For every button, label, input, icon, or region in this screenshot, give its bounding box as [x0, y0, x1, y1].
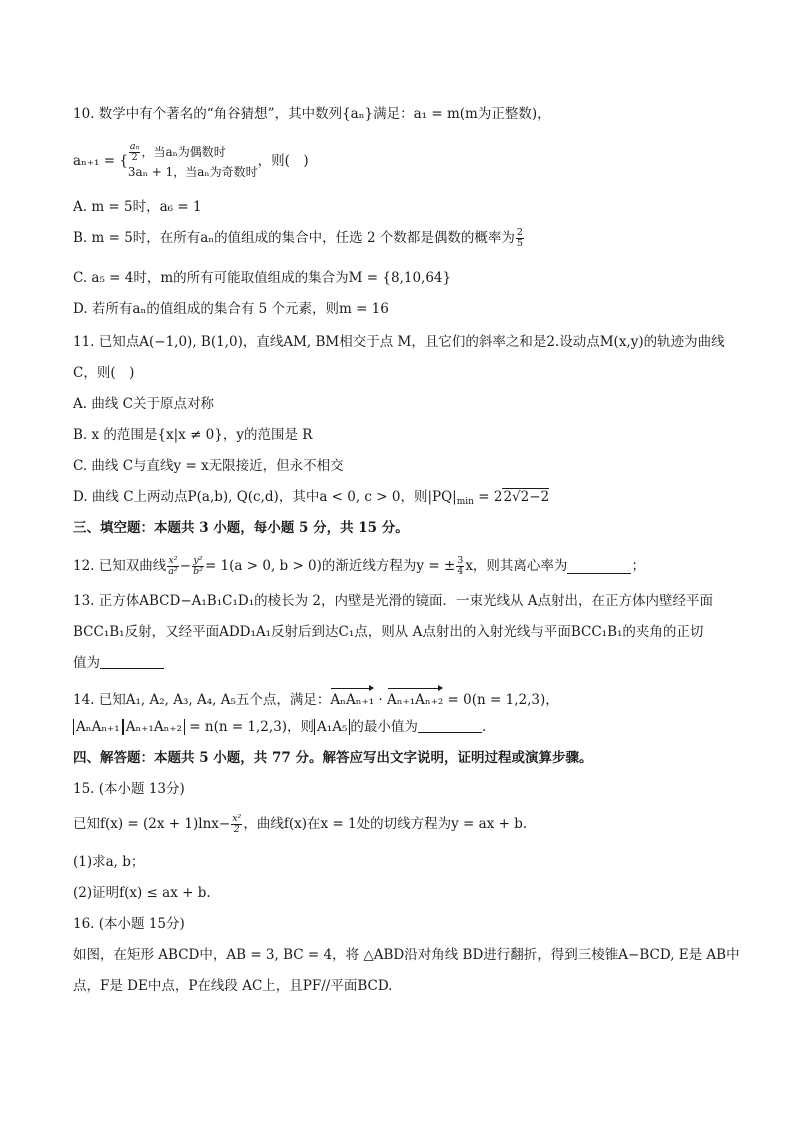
q10-stem: 10. 数学中有个著名的“角谷猜想”，其中数列{aₙ}满足：a₁ = m(m为正整数)，	[73, 106, 551, 122]
q10-cases	[128, 142, 258, 181]
q11-option-b: B. x 的范围是{x|x ≠ 0}，y的范围是 R	[73, 427, 313, 443]
q11-sqrt: 2√2−2	[503, 489, 550, 505]
q14-answer-blank[interactable]	[418, 718, 482, 733]
q14-vector-2: Aₙ₊₁Aₙ₊₂	[387, 686, 443, 710]
q11-option-d: D. 曲线 C上两动点P(a,b), Q(c,d)，其中a < 0, c > 0，则$|PQ|_{min} = 22√2-2$	[73, 489, 550, 507]
q13-line2: BCC₁B₁反射，又经平面ADD₁A₁反射后到达C₁点，则从 A点射出的入射光线与平面BCC₁B₁的夹角的正切	[73, 624, 704, 640]
q13-line1: 13. 正方体ABCD−A₁B₁C₁D₁的棱长为 2，内壁是光滑的镜面．一束光线从 A点射出，在正方体内壁经平面	[73, 593, 714, 609]
q14-line1: 14. 已知A₁, A₂, A₃, A₄, A₅五个点，满足：AₙAₙ₊₁ · Aₙ₊₁Aₙ₊₂ = 0(n = 1,2,3)，	[73, 686, 734, 710]
q13-line3: 值为	[73, 653, 734, 673]
q11-stem-line2: C，则( )	[73, 365, 135, 381]
q14-vector-1: AₙAₙ₊₁	[330, 686, 374, 710]
q15-frac: $\frac{\text{x²}}{2}$	[232, 812, 242, 835]
q14-line2: AₙAₙ₊₁ Aₙ₊₁Aₙ₊₂ = n(n = 1,2,3)，则 A₁A₅ 的最小值为 .	[73, 717, 734, 737]
q11-option-c: C. 曲线 C与直线y = x无限接近，但永不相交	[73, 458, 344, 474]
q10-option-b: B. m = 5时，在所有aₙ的值组成的集合中，任选 2 个数都是偶数的概率为 $\frac{2}{5}$	[73, 227, 523, 249]
q10-option-a: A. m = 5时，a₆ = 1	[73, 199, 202, 215]
q15-stem: 已知f(x) = (2x + 1)lnx− $\frac{\text{x²}}{2}$ ，曲线f(x)在x = 1处的切线方程为y = ax + b.	[73, 812, 528, 835]
q15-title: 15. (本小题 13分)	[73, 781, 185, 797]
section3-heading: 三、填空题：本题共 3 小题，每小题 5 分，共 15 分。	[73, 520, 409, 536]
q10-option-b-frac: $\frac{2}{5}$	[516, 227, 523, 249]
q14-abs-3: A₁A₅	[314, 719, 350, 735]
q10-recurrence	[73, 140, 734, 182]
q12-frac-y: $\frac{\text{y²}}{\text{b²}}$	[193, 554, 203, 577]
q16-line1: 如图，在矩形 ABCD中，AB = 3, BC = 4，将 △ABD沿对角线 BD进行翻折，得到三棱锥A−BCD, E是 AB中	[73, 947, 740, 963]
q14-abs-2: Aₙ₊₁Aₙ₊₂	[123, 719, 185, 735]
q10-rec-lhs: aₙ₊₁ = {	[73, 153, 128, 169]
q16-line2: 点，F是 DE中点，P在线段 AC上，且PF//平面BCD.	[73, 978, 393, 994]
section4-heading: 四、解答题：本题共 5 小题，共 77 分。解答应写出文字说明，证明过程或演算步骤。	[73, 750, 593, 766]
q10-case1-frac: $\frac{\text{aₙ}}{2}$	[129, 140, 140, 163]
q10-case1: $\frac{\text{aₙ}}{2}$ ，当aₙ为偶数时	[129, 140, 226, 163]
q10-then: ，则( )	[257, 153, 309, 169]
q12-frac-k: $\frac{3}{4}$	[457, 554, 464, 577]
q14-abs-1: AₙAₙ₊₁	[73, 719, 123, 735]
q10-case2: 3aₙ + 1，当aₙ为奇数时	[127, 164, 258, 179]
q12-frac-x: $\frac{\text{x²}}{\text{a²}}$	[168, 554, 178, 577]
q15-part1: (1)求a, b；	[73, 854, 145, 870]
q16-title: 16. (本小题 15分)	[73, 916, 185, 932]
q10-option-d: D. 若所有aₙ的值组成的集合有 5 个元素，则m = 16	[73, 301, 389, 317]
q15-part2: (2)证明f(x) ≤ ax + b.	[73, 885, 211, 901]
q11-stem-line1: 11. 已知点A(−1,0), B(1,0)，直线AM, BM相交于点 M，且它们的斜率之和是2.设动点M(x,y)的轨迹为曲线	[73, 334, 725, 350]
q12: 12. 已知双曲线 $\frac{\text{x²}}{\text{a²}}$ − $\frac{\text{y²}}{\text{b²}}$ = 1(a > 0, b > 0)的渐近线方程为y = ± $\frac{3}{4}$ x，则其离心率为 ；	[73, 554, 645, 577]
q10-option-c: C. a₅ = 4时，m的所有可能取值组成的集合为M = {8,10,64}	[73, 270, 452, 286]
q12-answer-blank[interactable]	[567, 559, 631, 574]
q13-answer-blank[interactable]	[100, 654, 164, 669]
q11-option-a: A. 曲线 C关于原点对称	[73, 396, 214, 412]
